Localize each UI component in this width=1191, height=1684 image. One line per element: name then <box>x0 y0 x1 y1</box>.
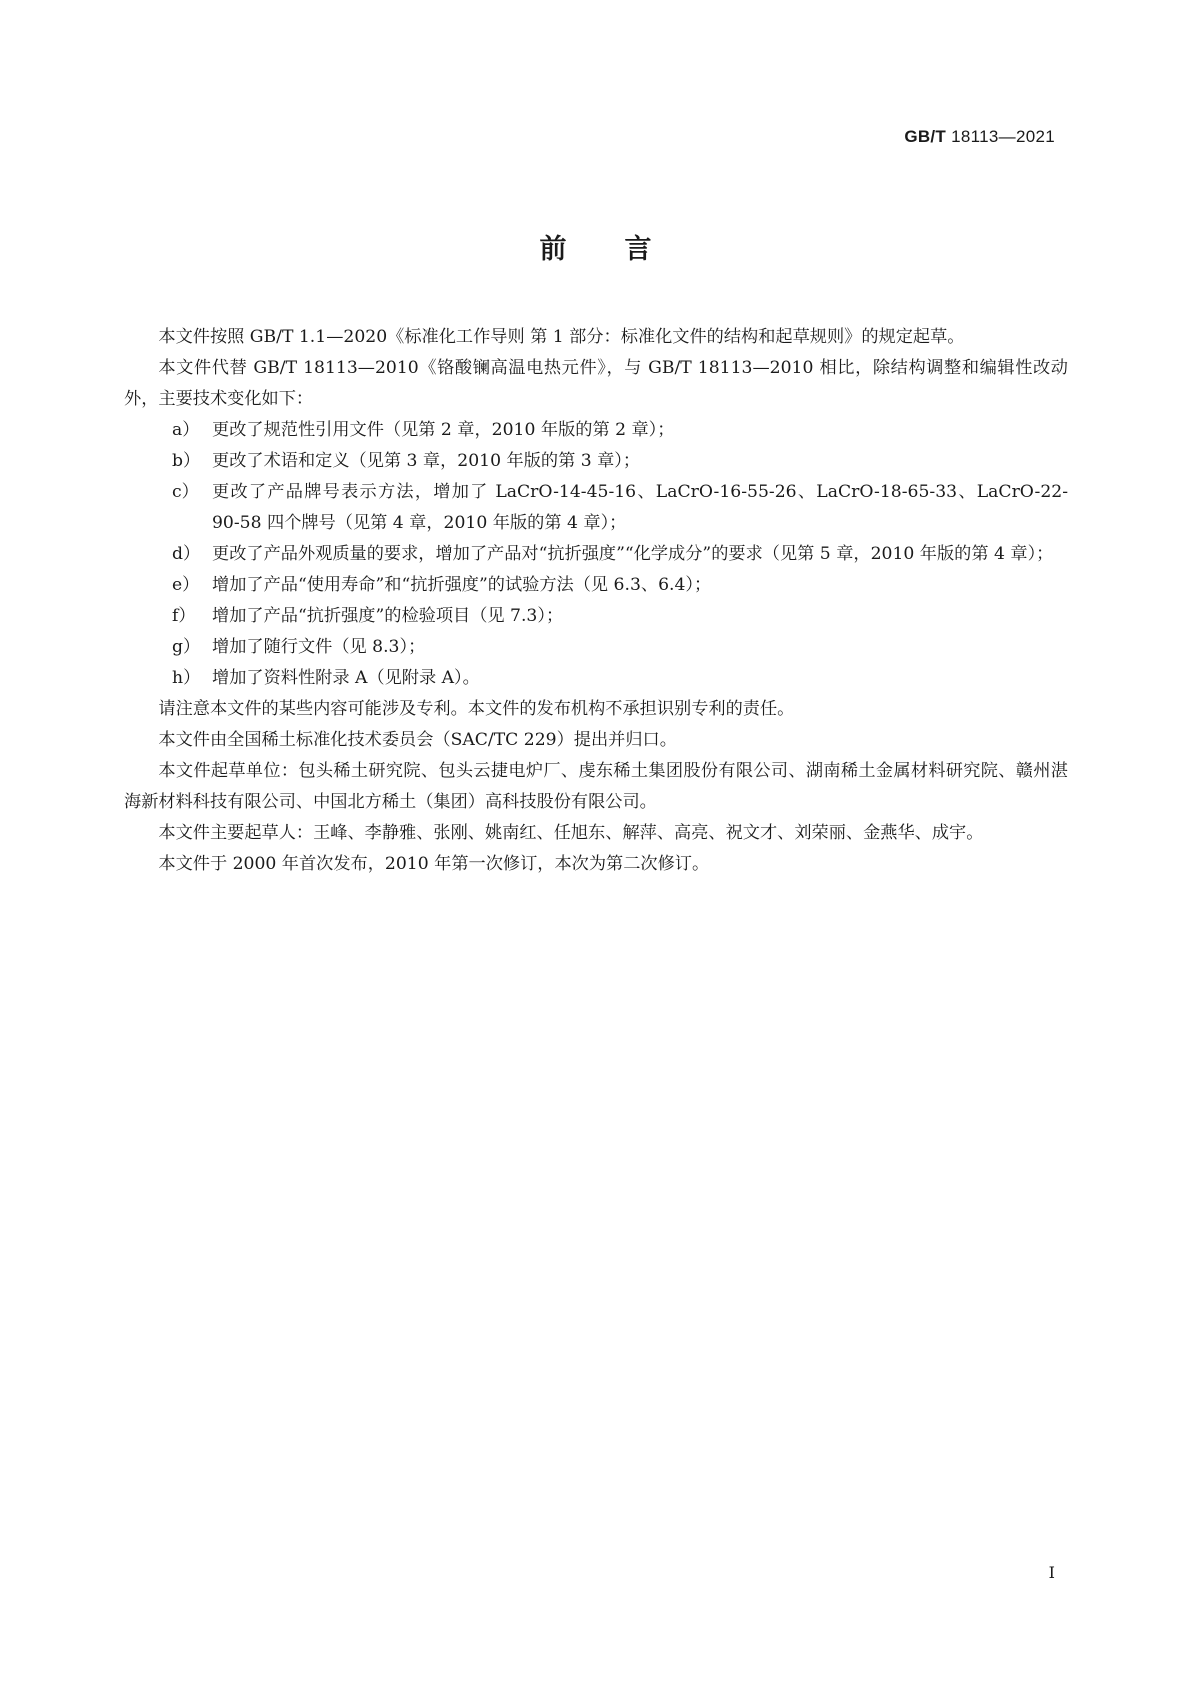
standard-code: 18113—2021 <box>951 127 1055 146</box>
list-item <box>124 415 1068 446</box>
list-marker: c） <box>172 482 199 502</box>
list-marker: g） <box>172 637 201 657</box>
list-marker: d） <box>172 544 201 564</box>
list-item-text: 增加了产品“抗折强度”的检验项目（见 7.3）； <box>212 606 564 626</box>
list-marker: a） <box>172 420 200 440</box>
list-item-text: 更改了规范性引用文件（见第 2 章，2010 年版的第 2 章）； <box>212 420 675 440</box>
list-item-text: 更改了术语和定义（见第 3 章，2010 年版的第 3 章）； <box>212 451 641 471</box>
list-item-text: 更改了产品外观质量的要求，增加了产品对“抗折强度”“化学成分”的要求（见第 5 章，2010 年版的第 4 章）； <box>212 544 1054 564</box>
list-item <box>124 477 1068 539</box>
list-item <box>124 601 1068 632</box>
list-item <box>124 663 1068 694</box>
changes-list <box>124 415 1068 694</box>
page-number: I <box>1048 1563 1055 1582</box>
paragraph-drafting-units: 本文件起草单位：包头稀土研究院、包头云捷电炉厂、虔东稀土集团股份有限公司、湖南稀土金属材料研究院、赣州湛海新材料科技有限公司、中国北方稀土（集团）高科技股份有限公司。 <box>124 761 1068 812</box>
paragraph-patent-notice: 请注意本文件的某些内容可能涉及专利。本文件的发布机构不承担识别专利的责任。 <box>158 699 795 719</box>
list-item-text: 增加了随行文件（见 8.3）； <box>212 637 426 657</box>
paragraph-drafters: 本文件主要起草人：王峰、李静雅、张刚、姚南红、任旭东、解萍、高亮、祝文才、刘荣丽、金燕华、成宇。 <box>158 823 984 843</box>
paragraph-drafting-rules: 本文件按照 GB/T 1.1—2020《标准化工作导则 第 1 部分：标准化文件的结构和起草规则》的规定起草。 <box>158 327 965 347</box>
list-item-text: 增加了产品“使用寿命”和“抗折强度”的试验方法（见 6.3、6.4）； <box>212 575 712 595</box>
list-item <box>124 632 1068 663</box>
list-marker: b） <box>172 451 201 471</box>
paragraph-replacement: 本文件代替 GB/T 18113—2010《铬酸镧高温电热元件》，与 GB/T 18113—2010 相比，除结构调整和编辑性改动外，主要技术变化如下： <box>124 358 1068 409</box>
page-title: 前言 <box>539 234 710 265</box>
list-item-text: 更改了产品牌号表示方法，增加了 LaCrO-14-45-16、LaCrO-16-55-26、LaCrO-18-65-33、LaCrO-22-90-58 四个牌号（见第 4 章，2010 年版的第 4 章）； <box>212 482 1068 533</box>
standard-number <box>904 127 1055 147</box>
list-item <box>124 446 1068 477</box>
paragraph-committee: 本文件由全国稀土标准化技术委员会（SAC/TC 229）提出并归口。 <box>158 730 677 750</box>
list-item-text: 增加了资料性附录 A（见附录 A）。 <box>212 668 480 688</box>
standard-prefix: GB/T <box>904 127 947 146</box>
foreword-body <box>124 322 1068 880</box>
list-marker: h） <box>172 668 201 688</box>
list-marker: e） <box>172 575 200 595</box>
list-marker: f） <box>172 606 196 626</box>
list-item <box>124 570 1068 601</box>
paragraph-history: 本文件于 2000 年首次发布，2010 年第一次修订，本次为第二次修订。 <box>158 854 710 874</box>
list-item <box>124 539 1068 570</box>
